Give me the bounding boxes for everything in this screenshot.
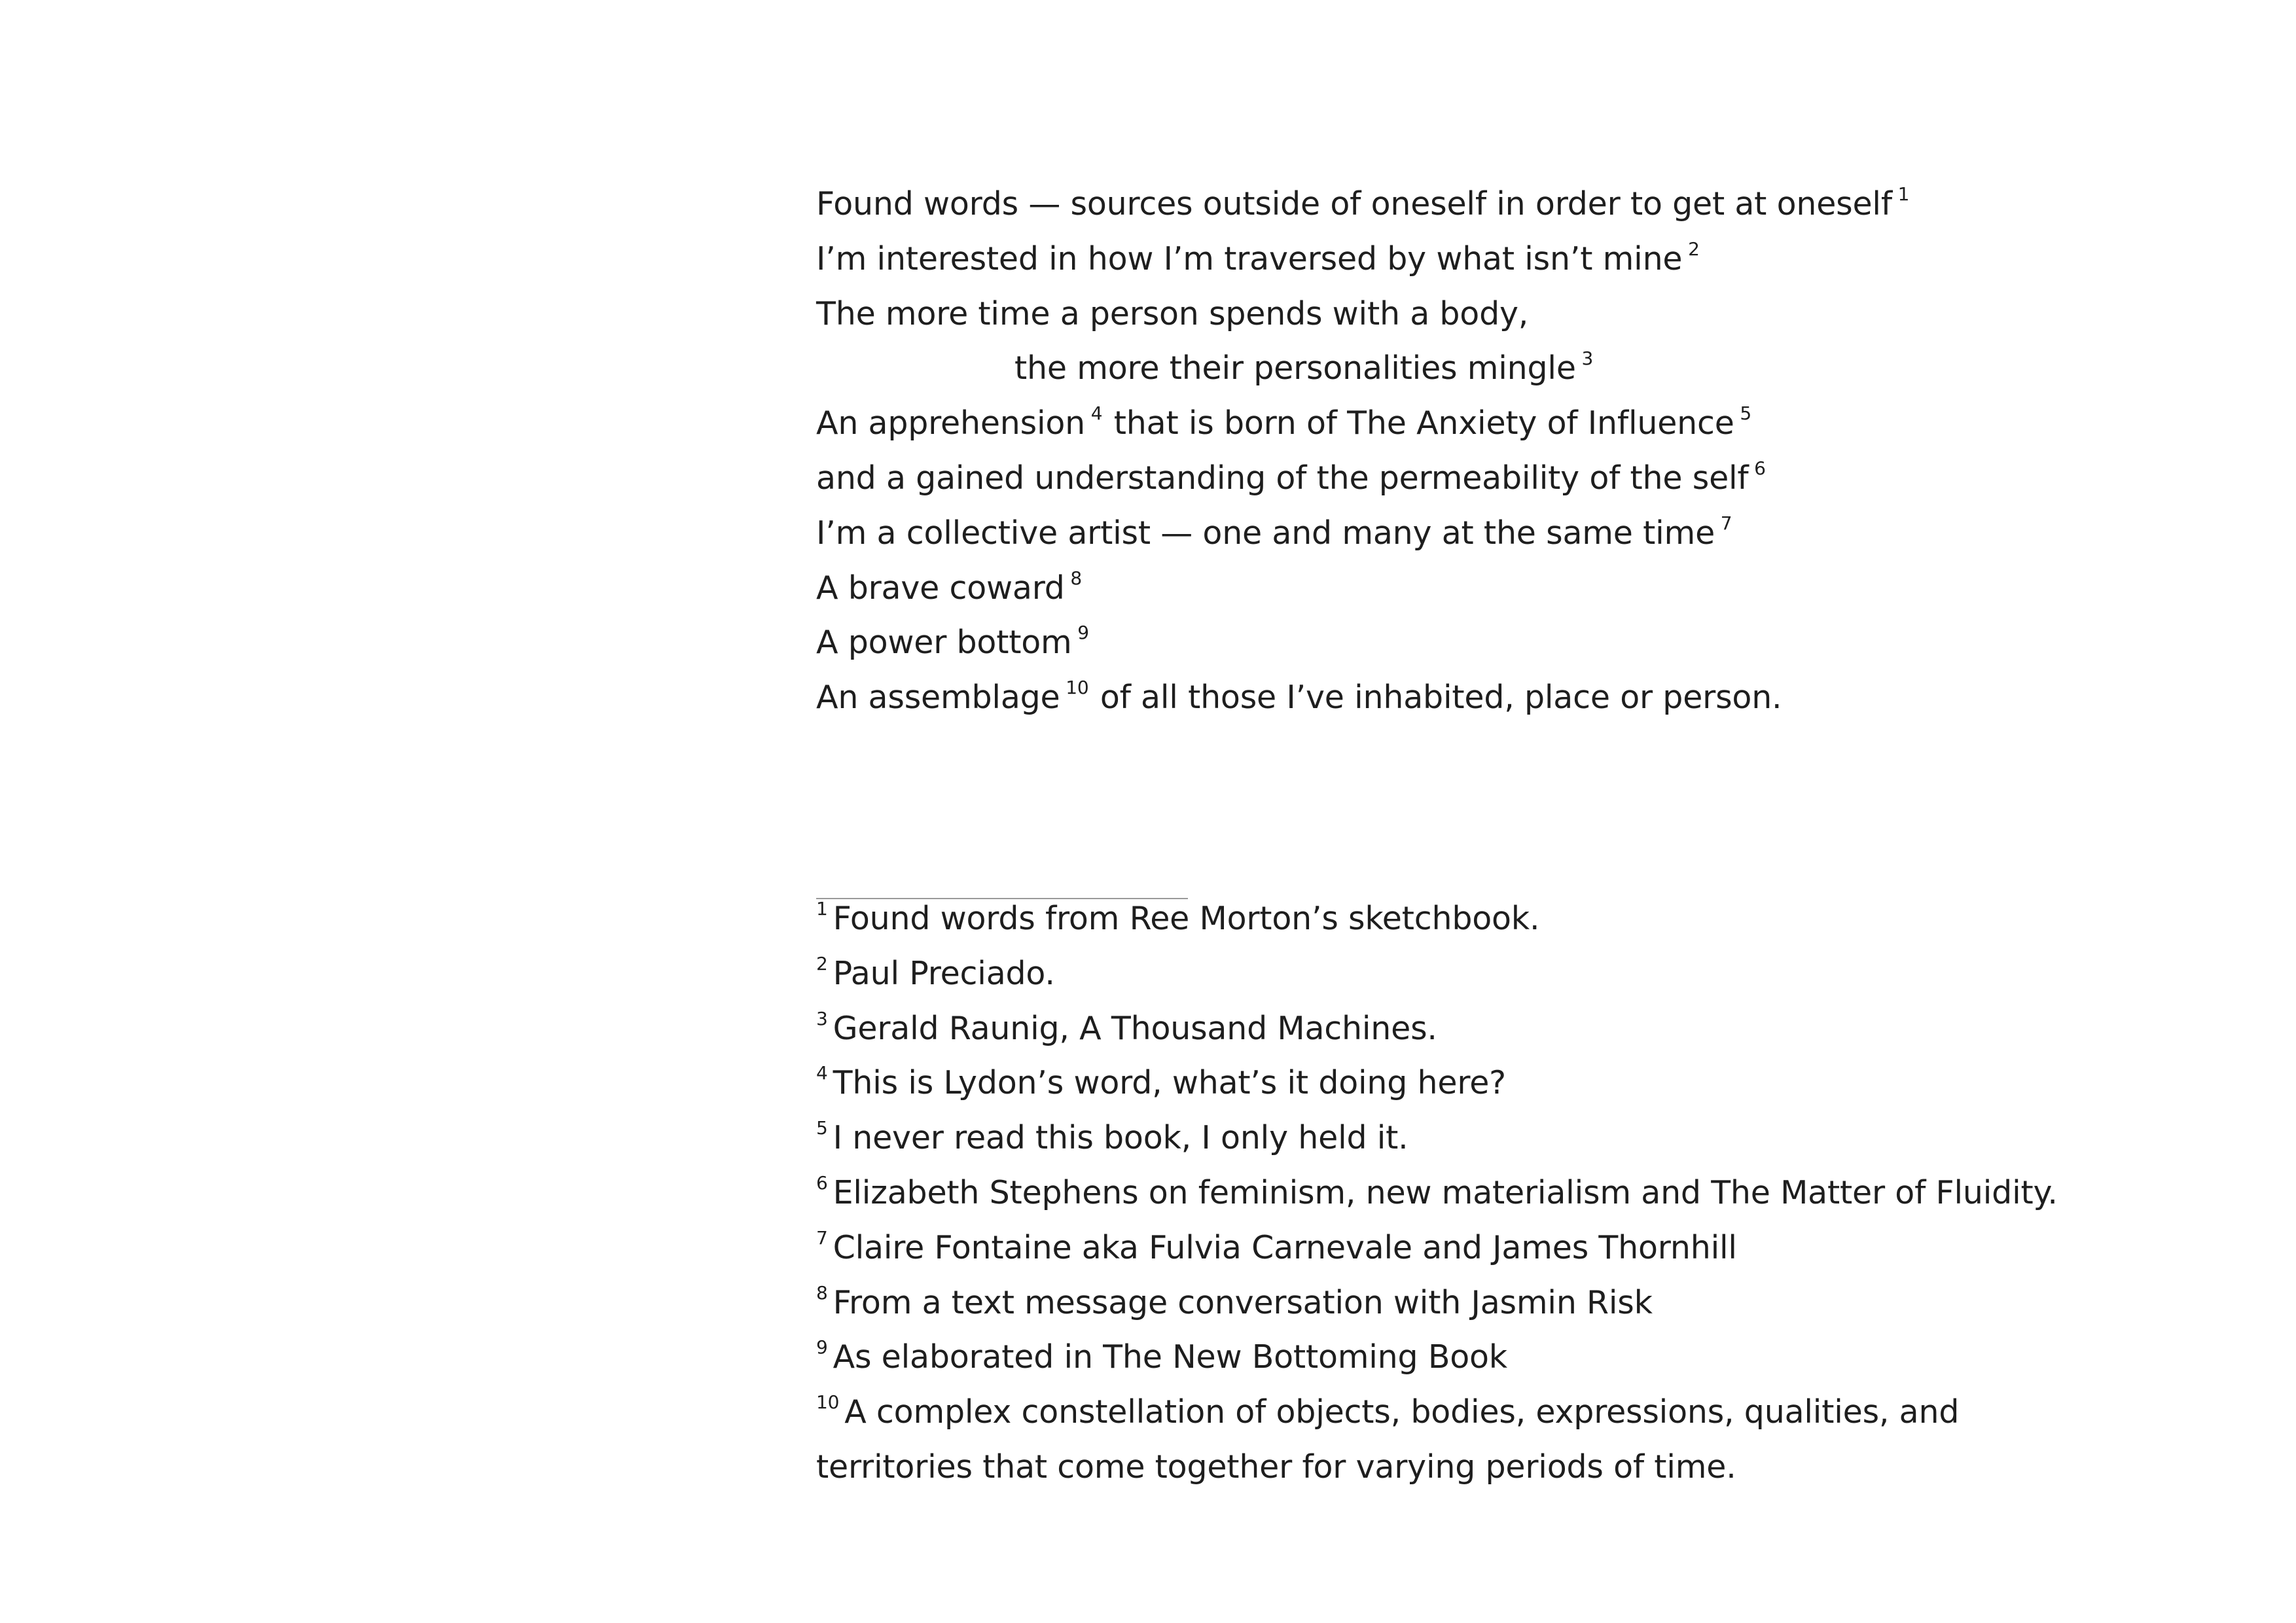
poem-line	[816, 396, 2191, 451]
footnote-ref[interactable]: 10	[1060, 677, 1089, 699]
footnote-number: 8	[816, 1281, 828, 1304]
footnote-number: 4	[816, 1062, 828, 1084]
footnote-text: Found words from Ree Morton’s sketchbook.	[833, 900, 1540, 937]
poem-line	[816, 232, 2191, 287]
poem-line-indented	[816, 341, 2191, 396]
poem-line	[816, 670, 2191, 725]
poem-line-text: Found words — sources outside of oneself in order to get at oneself	[816, 185, 1892, 223]
footnote-number: 2	[816, 952, 828, 974]
footnote-ref[interactable]: 2	[1682, 238, 1700, 260]
footnote-number: 10	[816, 1391, 840, 1414]
footnote-text: A complex constellation of objects, bodies, expressions, qualities, and territories that come together for varying periods of time.	[816, 1393, 1960, 1486]
poem-line	[816, 561, 2191, 616]
footnote-ref[interactable]: 3	[1575, 348, 1594, 370]
footnote	[816, 1111, 2223, 1166]
footnote-text: I never read this book, I only held it.	[833, 1119, 1408, 1157]
footnote	[816, 1056, 2223, 1111]
footnote	[816, 1275, 2223, 1330]
poem-line-text: A brave coward	[816, 569, 1065, 607]
poem-line	[816, 177, 2191, 232]
footnote-ref[interactable]: 7	[1715, 512, 1732, 534]
poem-line-text: I’m a collective artist — one and many at the same time	[816, 514, 1715, 552]
footnote	[816, 1166, 2223, 1221]
footnote	[816, 891, 2223, 946]
footnote-number: 5	[816, 1117, 828, 1139]
footnote-ref[interactable]: 1	[1892, 183, 1910, 205]
footnote	[816, 1385, 2125, 1495]
poem-line-text: and a gained understanding of the permeability of the self	[816, 459, 1749, 497]
poem-line-text: A power bottom	[816, 624, 1072, 662]
footnote-text: Claire Fontaine aka Fulvia Carnevale and James Thornhill	[833, 1228, 1737, 1266]
poem-line-text: that is born of The Anxiety of Influence	[1103, 404, 1734, 442]
poem-line-text: I’m interested in how I’m traversed by what isn’t mine	[816, 240, 1683, 277]
poem-line	[816, 506, 2191, 561]
footnote	[816, 1221, 2223, 1275]
poem-line	[816, 287, 2191, 342]
footnote-text: Elizabeth Stephens on feminism, new materialism and The Matter of Fluidity.	[833, 1173, 2058, 1211]
footnote-number: 1	[816, 898, 828, 919]
poem-line	[816, 615, 2191, 670]
footnotes	[816, 891, 2223, 1495]
footnote-ref[interactable]: 8	[1064, 567, 1083, 589]
footnote-text: As elaborated in The New Bottoming Book	[833, 1338, 1507, 1376]
footnote-text: From a text message conversation with Jasmin Risk	[833, 1283, 1653, 1321]
poem-line-text: The more time a person spends with a body,	[816, 294, 1529, 332]
footnote	[816, 946, 2223, 1001]
footnote	[816, 1330, 2223, 1385]
poem-line-text: of all those I’ve inhabited, place or person.	[1090, 679, 1782, 717]
footnote-number: 3	[816, 1007, 828, 1029]
footnote-ref[interactable]: 5	[1734, 402, 1752, 425]
footnote-ref[interactable]: 4	[1085, 402, 1103, 425]
poem-line-text: the more their personalities mingle	[1014, 349, 1576, 387]
poem-line	[816, 451, 2191, 506]
poem	[816, 177, 2191, 725]
footnote-ref[interactable]: 9	[1071, 622, 1089, 644]
poem-line-text: An apprehension	[816, 404, 1086, 442]
footnote	[816, 1001, 2223, 1056]
poem-line-text: An assemblage	[816, 679, 1060, 717]
footnote-number: 9	[816, 1336, 828, 1359]
footnote-number: 7	[816, 1226, 828, 1249]
footnote-text: Paul Preciado.	[833, 954, 1055, 992]
footnote-text: This is Lydon’s word, what’s it doing here?	[833, 1064, 1506, 1102]
footnote-text: Gerald Raunig, A Thousand Machines.	[833, 1009, 1437, 1047]
footnote-ref[interactable]: 6	[1748, 457, 1766, 479]
footnote-number: 6	[816, 1171, 828, 1194]
